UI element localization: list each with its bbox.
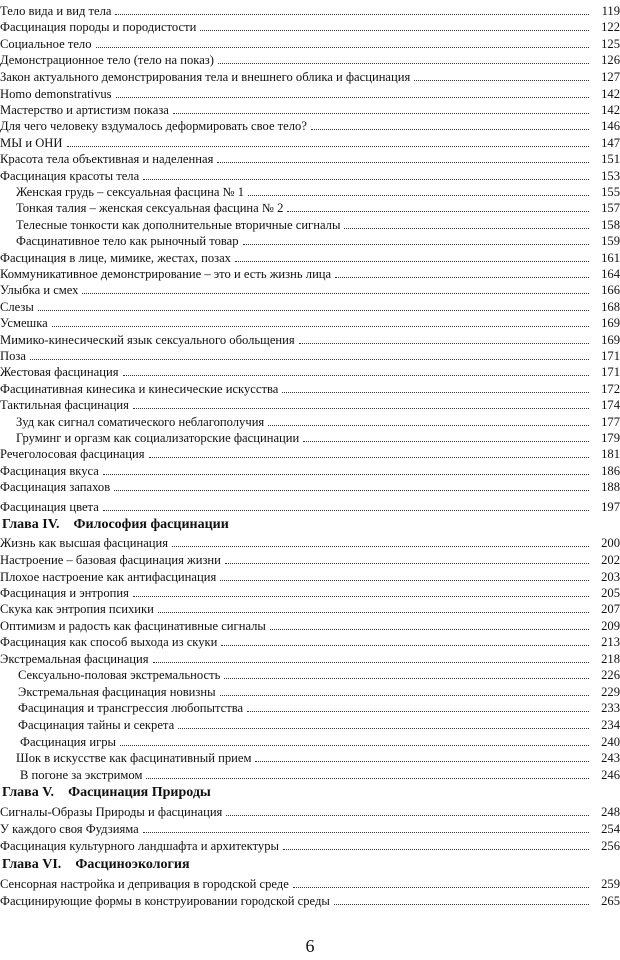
toc-entry [0,51,620,67]
toc-entry-title: Фасцинация и энтропия [0,586,129,600]
toc-entry [0,199,620,215]
toc-entry-page: 179 [601,431,620,445]
dot-leader [158,604,589,613]
dot-leader [82,285,589,294]
dot-leader [96,39,589,48]
toc-entry [0,666,620,682]
dot-leader [226,807,589,816]
toc-entry [0,837,620,853]
dot-leader [220,572,589,581]
toc-entry-page: 188 [601,480,620,494]
toc-entry-title: Жестовая фасцинация [0,365,119,379]
toc-entry-title: Сенсорная настройка и депривация в городской среде [0,877,289,891]
dot-leader [38,302,589,311]
toc-entry-page: 240 [601,735,620,749]
toc-entry-title: Телесные тонкости как дополнительные вторичные сигналы [16,218,341,232]
toc-entry-title: Скука как энтропия психики [0,602,154,616]
toc-entry-title: Фасцинация тайны и секрета [18,718,175,732]
toc-entry-page: 243 [601,751,620,765]
toc-entry-page: 171 [601,365,620,379]
toc-entry-title: Усмешка [0,316,48,330]
toc-entry-page: 259 [601,877,620,891]
toc-entry [0,716,620,732]
dot-leader [221,637,589,646]
toc-entry-page: 125 [601,37,620,51]
toc-entry [0,347,620,363]
chapter-heading [2,516,229,534]
toc-entry [0,568,620,584]
toc-entry-title: Оптимизм и радость как фасцинативные сигналы [0,619,266,633]
toc-entry-page: 161 [601,251,620,265]
toc-entry-title: Тело вида и вид тела [0,4,112,18]
toc-entry-title: Тонкая талия – женская сексуальная фасцина № 2 [16,201,284,215]
toc-entry [0,380,620,396]
toc-entry-title: Фасцинирующие формы в конструировании городской среды [0,894,330,908]
chapter-label: Глава IV. [2,517,60,532]
dot-leader [217,154,589,163]
dot-leader [255,753,589,762]
dot-leader [287,203,589,212]
toc-entry-title: Фасцинативное тело как рыночный товар [16,234,239,248]
dot-leader [414,72,589,81]
toc-entry-page: 127 [601,70,620,84]
toc-entry-page: 172 [601,382,620,396]
toc-entry [0,183,620,199]
dot-leader [335,269,589,278]
toc-entry [0,875,620,891]
toc-entry [0,117,620,133]
dot-leader [282,384,589,393]
toc-entry-title: Экстремальная фасцинация [0,652,149,666]
dot-leader [103,502,589,511]
toc-entry-title: Homo demonstrativus [0,87,112,101]
dot-leader [235,253,589,262]
dot-leader [123,367,589,376]
toc-entry-page: 146 [601,119,620,133]
toc-entry-page: 186 [601,464,620,478]
dot-leader [243,236,589,245]
toc-entry-page: 218 [601,652,620,666]
dot-leader [173,105,589,114]
toc-entry-page: 213 [601,635,620,649]
toc-entry-title: Фасцинация игры [20,735,117,749]
toc-entry [0,462,620,478]
dot-leader [248,187,589,196]
toc-entry [0,265,620,281]
toc-entry [0,584,620,600]
dot-leader [30,351,589,360]
dot-leader [172,538,589,547]
dot-leader [218,55,589,64]
dot-leader [103,466,589,475]
toc-entry [0,683,620,699]
toc-entry-title: У каждого своя Фудзияма [0,822,139,836]
dot-leader [120,737,589,746]
chapter-title: Фасциноэкология [75,857,190,872]
toc-entry-title: Сигналы-Образы Природы и фасцинация [0,805,223,819]
dot-leader [311,121,589,130]
dot-leader [220,687,589,696]
toc-entry-page: 205 [601,586,620,600]
toc-entry [0,445,620,461]
toc-entry-page: 265 [601,894,620,908]
toc-entry-title: Красота тела объективная и наделенная [0,152,214,166]
toc-entry [0,534,620,550]
dot-leader [178,720,589,729]
toc-entry-title: Закон актуального демонстрирования тела и внешнего облика и фасцинация [0,70,411,84]
chapter-title: Философия фасцинации [73,517,229,532]
toc-entry-title: Фасцинация как способ выхода из скуки [0,635,218,649]
dot-leader [303,433,589,442]
toc-entry-title: Экстремальная фасцинация новизны [18,685,216,699]
toc-entry-page: 159 [601,234,620,248]
toc-entry [0,396,620,412]
toc-entry [0,429,620,445]
toc-entry-page: 157 [601,201,620,215]
toc-entry [0,85,620,101]
dot-leader [67,138,589,147]
toc-entry-title: Плохое настроение как антифасцинация [0,570,217,584]
toc-entry [0,232,620,248]
toc-entry-page: 151 [601,152,620,166]
toc-entry-page: 202 [601,553,620,567]
dot-leader [224,670,589,679]
toc-entry-page: 122 [601,20,620,34]
toc-entry [0,150,620,166]
dot-leader [270,621,589,630]
toc-entry-title: Поза [0,349,26,363]
toc-entry-page: 226 [601,668,620,682]
dot-leader [344,220,589,229]
toc-entry-page: 169 [601,333,620,347]
toc-entry [0,617,620,633]
toc-entry-title: Тактильная фасцинация [0,398,129,412]
chapter-title: Фасцинация Природы [68,785,211,800]
dot-leader [283,841,589,850]
toc-entry [0,633,620,649]
toc-entry-title: Коммуникативное демонстрирование – это и есть жизнь лица [0,267,332,281]
dot-leader [143,171,589,180]
toc-entry [0,35,620,51]
dot-leader [133,400,589,409]
toc-entry-title: Женская грудь – сексуальная фасцина № 1 [16,185,245,199]
toc-entry-title: Настроение – базовая фасцинация жизни [0,553,221,567]
toc-entry-title: В погоне за экстримом [20,768,143,782]
toc-entry [0,766,620,782]
toc-entry-title: Фасцинация красоты тела [0,169,140,183]
dot-leader [299,335,589,344]
toc-entry [0,803,620,819]
page-number: 6 [305,936,315,956]
dot-leader [200,22,589,31]
dot-leader [143,824,589,833]
toc-entry-page: 229 [601,685,620,699]
toc-entry-title: Фасцинация вкуса [0,464,99,478]
toc-entry-title: Фасцинация в лице, мимике, жестах, позах [0,251,231,265]
toc-entry-title: Мастерство и артистизм показа [0,103,169,117]
chapter-heading [2,856,190,874]
toc-entry-page: 164 [601,267,620,281]
chapter-heading [2,784,211,802]
toc-entry-page: 168 [601,300,620,314]
toc-entry-page: 147 [601,136,620,150]
toc-entry [0,331,620,347]
dot-leader [225,555,589,564]
toc-entry-page: 171 [601,349,620,363]
toc-entry-page: 248 [601,805,620,819]
toc-entry-page: 203 [601,570,620,584]
toc-entry-page: 209 [601,619,620,633]
toc-entry-title: Слезы [0,300,34,314]
toc-entry-title: Речеголосовая фасцинация [0,447,145,461]
toc-entry [0,820,620,836]
toc-entry-title: Груминг и оргазм как социализаторские фасцинации [16,431,300,445]
toc-entry [0,600,620,616]
dot-leader [153,654,589,663]
toc-entry [0,298,620,314]
toc-entry-page: 166 [601,283,620,297]
toc-entry [0,18,620,34]
toc-entry-page: 233 [601,701,620,715]
toc-entry [0,498,620,514]
toc-entry-title: Фасцинация и трансгрессия любопытства [18,701,244,715]
toc-entry [0,101,620,117]
dot-leader [52,318,589,327]
toc-entry-title: Демонстрационное тело (тело на показ) [0,53,214,67]
toc-entry-title: Фасцинация породы и породистости [0,20,197,34]
toc-entry [0,478,620,494]
toc-entry [0,281,620,297]
toc-entry-page: 254 [601,822,620,836]
toc-entry-title: Для чего человеку вздумалось деформировать свое тело? [0,119,307,133]
toc-entry-title: МЫ и ОНИ [0,136,63,150]
toc-entry [0,749,620,765]
toc-entry-title: Фасцинация цвета [0,500,99,514]
toc-entry-page: 153 [601,169,620,183]
toc-entry [0,699,620,715]
toc-entry-title: Фасцинативная кинесика и кинесические искусства [0,382,279,396]
dot-leader [115,6,589,15]
toc-entry-title: Улыбка и смех [0,283,79,297]
toc-entry-page: 207 [601,602,620,616]
toc-entry-page: 197 [601,500,620,514]
toc-entry [0,363,620,379]
toc-entry [0,249,620,265]
toc-entry [0,216,620,232]
toc-entry [0,314,620,330]
toc-entry-page: 142 [601,103,620,117]
toc-entry [0,68,620,84]
dot-leader [133,588,589,597]
dot-leader [247,703,589,712]
dot-leader [334,896,589,905]
toc-entry [0,650,620,666]
toc-entry-page: 177 [601,415,620,429]
toc-entry-page: 234 [601,718,620,732]
toc-entry [0,551,620,567]
toc-entry-page: 119 [601,4,620,18]
toc-entry-title: Жизнь как высшая фасцинация [0,536,169,550]
toc-entry-title: Фасцинация запахов [0,480,111,494]
toc-entry-page: 126 [601,53,620,67]
dot-leader [116,89,589,98]
toc-entry-title: Зуд как сигнал соматического неблагополучия [16,415,265,429]
toc-entry-title: Сексуально-половая экстремальность [18,668,221,682]
dot-leader [149,449,589,458]
toc-entry-page: 169 [601,316,620,330]
chapter-label: Глава V. [2,785,55,800]
toc-entry [0,2,620,18]
dot-leader [293,879,589,888]
toc-entry-title: Шок в искусстве как фасцинативный прием [16,751,252,765]
toc-entry-page: 181 [601,447,620,461]
toc-entry-page: 142 [601,87,620,101]
toc-entry [0,413,620,429]
toc-entry-title: Социальное тело [0,37,92,51]
toc-entry-page: 246 [601,768,620,782]
dot-leader [268,417,589,426]
toc-entry [0,892,620,908]
dot-leader [114,482,589,491]
toc-entry-page: 174 [601,398,620,412]
toc-entry [0,134,620,150]
toc-entry-page: 200 [601,536,620,550]
chapter-label: Глава VI. [2,857,62,872]
toc-entry-page: 256 [601,839,620,853]
toc-entry [0,167,620,183]
toc-entry-page: 158 [601,218,620,232]
toc-entry [0,733,620,749]
toc-entry-page: 155 [601,185,620,199]
toc-entry-title: Мимико-кинесический язык сексуального обольщения [0,333,295,347]
toc-entry-title: Фасцинация культурного ландшафта и архитектуры [0,839,279,853]
dot-leader [146,770,589,779]
